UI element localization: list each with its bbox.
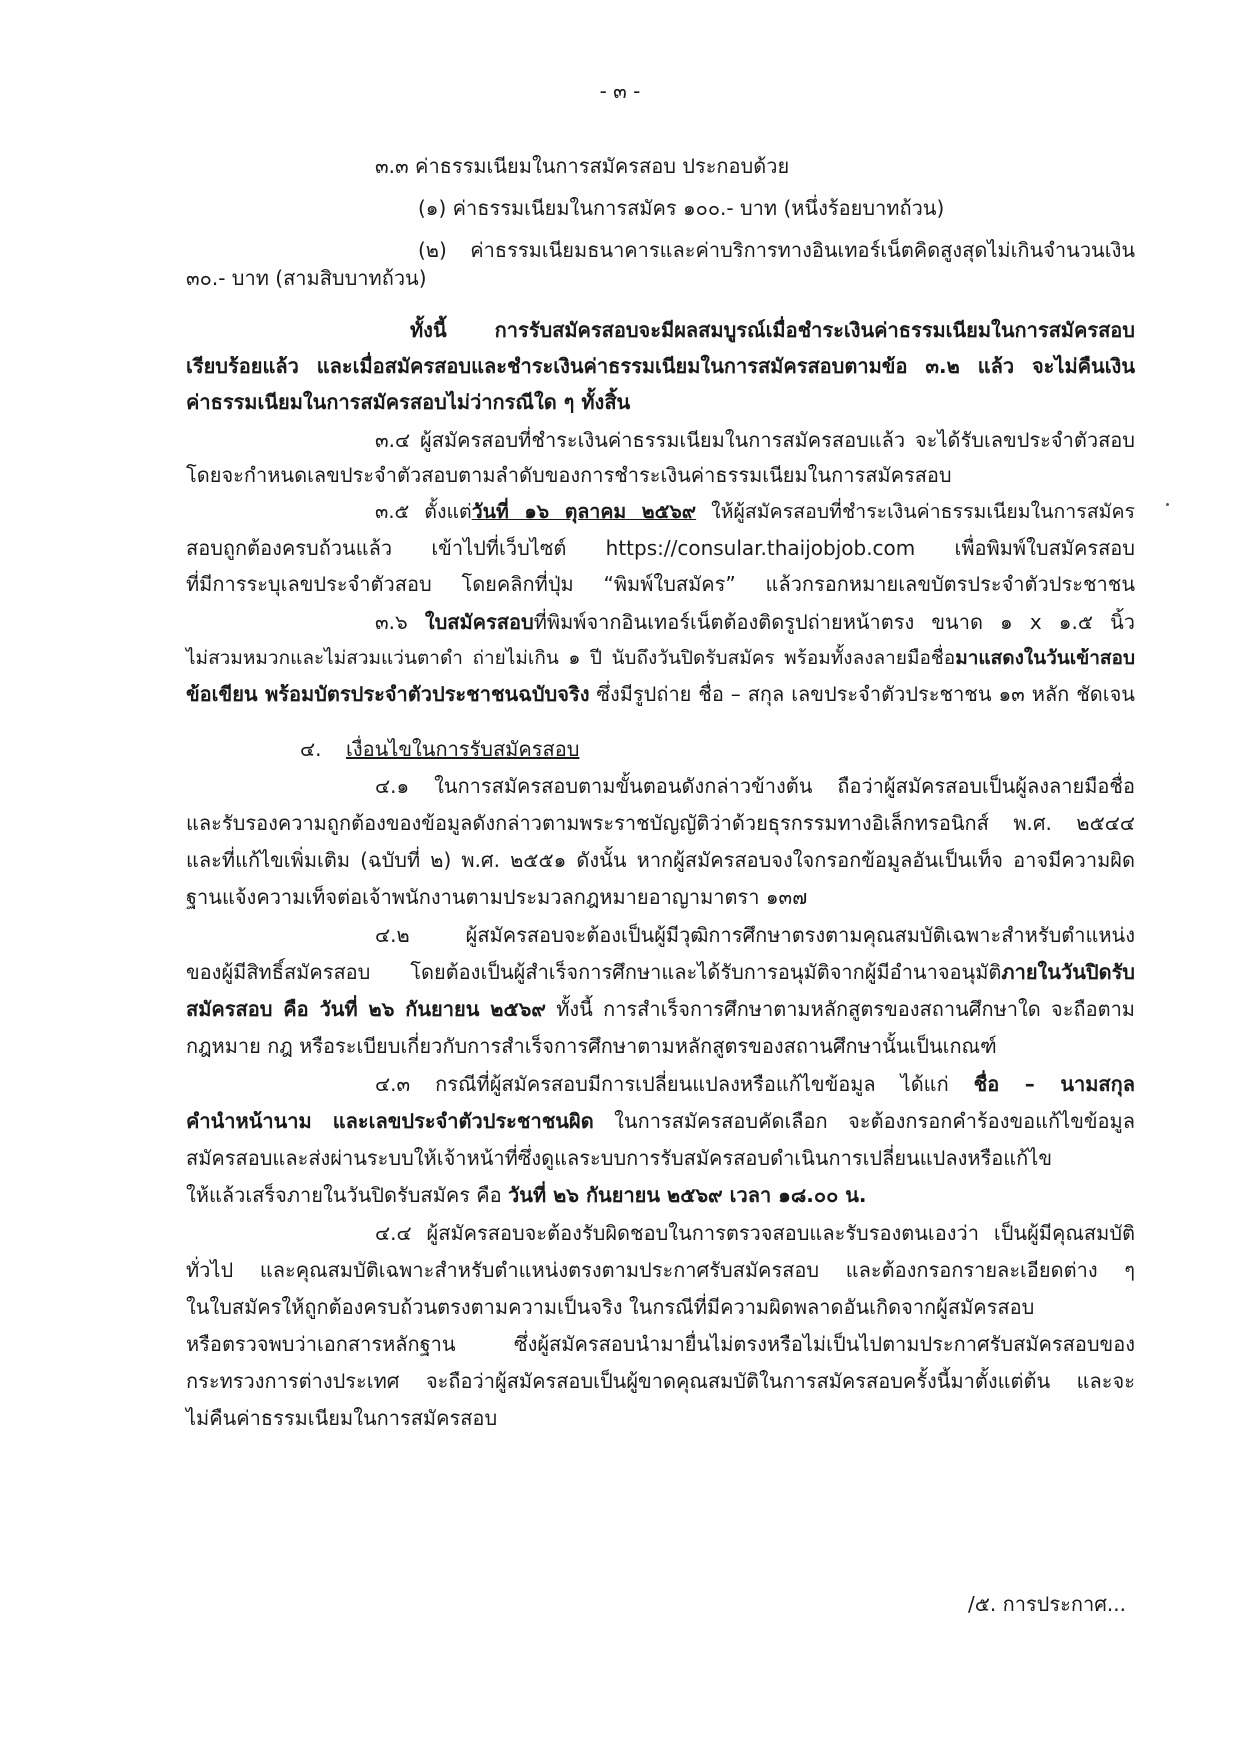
- section-3-6-line-2-a: ไม่สวมหมวกและไม่สวมแว่นตาดำ ถ่ายไม่เกิน ๑ ปี นับถึงวันปิดรับสมัคร พร้อมทั้งลงลายมือชื่อ: [186, 647, 956, 669]
- section-4-2-line-2-a: ของผู้มีสิทธิ์สมัครสอบ โดยต้องเป็นผู้สำเร็จการศึกษาและได้รับการอนุมัติจากผู้มีอำนาจอนุมัติ: [186, 960, 1002, 984]
- section-3-5-line-3: ที่มีการระบุเลขประจำตัวสอบ โดยคลิกที่ปุ่ม “พิมพ์ใบสมัคร” แล้วกรอกหมายเลขบัตรประจำตัวประชาชน: [186, 572, 1135, 596]
- stray-dot: [1166, 503, 1169, 506]
- section-4-4-line-5: กระทรวงการต่างประเทศ จะถือว่าผู้สมัครสอบเป็นผู้ขาดคุณสมบัติในการสมัครสอบครั้งนี้มาตั้งแต่ต้น และจะ: [186, 1369, 1135, 1393]
- section-4-num: ๔.: [300, 737, 322, 761]
- section-3-6-bold-1: ใบสมัครสอบ: [424, 610, 534, 634]
- section-3-6-line-3-a: ข้อเขียน พร้อมบัตรประจำตัวประชาชนฉบับจริง: [186, 682, 590, 706]
- section-3-6-line-3-b: ซึ่งมีรูปถ่าย ชื่อ – สกุล เลขประจำตัวประชาชน ๑๓ หลัก ชัดเจน: [589, 682, 1135, 706]
- section-3-5-date: วันที่ ๑๖ ตุลาคม ๒๕๖๙: [471, 500, 697, 523]
- section-4-4-line-2: ทั่วไป และคุณสมบัติเฉพาะสำหรับตำแหน่งตรงตามประกาศรับสมัครสอบ และต้องกรอกรายละเอียดต่าง ๆ: [186, 1258, 1135, 1282]
- section-3-4-line-1: ๓.๔ ผู้สมัครสอบที่ชำระเงินค่าธรรมเนียมในการสมัครสอบแล้ว จะได้รับเลขประจำตัวสอบ: [375, 428, 1135, 452]
- section-4-2-line-2: [186, 957, 1135, 987]
- section-3-6-line-3: [186, 679, 1135, 709]
- section-4-3-line-2-b: ในการสมัครสอบคัดเลือก จะต้องกรอกคำร้องขอแก้ไขข้อมูล: [593, 1109, 1135, 1133]
- section-3-3-item-2-line-2: ๓๐.- บาท (สามสิบบาทถ้วน): [186, 266, 427, 290]
- notice-line-2: เรียบร้อยแล้ว และเมื่อสมัครสอบและชำระเงินค่าธรรมเนียมในการสมัครสอบตามข้อ ๓.๒ แล้ว จะไม่คืนเงิน: [186, 354, 1135, 378]
- section-3-3-item-1: (๑) ค่าธรรมเนียมในการสมัคร ๑๐๐.- บาท (หนึ่งร้อยบาทถ้วน): [418, 196, 945, 220]
- section-4-3-line-3: สมัครสอบและส่งผ่านระบบให้เจ้าหน้าที่ซึ่งดูแลระบบการรับสมัครสอบดำเนินการเปลี่ยนแปลงหรือแก้ไข: [186, 1146, 1053, 1170]
- section-4-title: [346, 734, 579, 764]
- section-3-6-line-2: [186, 643, 1135, 673]
- section-4-1-line-2: และรับรองความถูกต้องของข้อมูลดังกล่าวตามพระราชบัญญัติว่าด้วยธุรกรรมทางอิเล็กทรอนิกส์ พ.ศ. ๒๕๔๔: [186, 811, 1135, 835]
- section-4-2-line-3: [186, 994, 1135, 1024]
- section-3-4-line-2: โดยจะกำหนดเลขประจำตัวสอบตามลำดับของการชำระเงินค่าธรรมเนียมในการสมัครสอบ: [186, 463, 952, 487]
- section-4-4-line-1: ๔.๔ ผู้สมัครสอบจะต้องรับผิดชอบในการตรวจสอบและรับรองตนเองว่า เป็นผู้มีคุณสมบัติ: [375, 1221, 1135, 1245]
- section-4-3-line-1-a: ๔.๓ กรณีที่ผู้สมัครสอบมีการเปลี่ยนแปลงหรือแก้ไขข้อมูล ได้แก่: [375, 1072, 974, 1096]
- section-4-4-line-6: ไม่คืนค่าธรรมเนียมในการสมัครสอบ: [186, 1406, 498, 1430]
- notice-line-3: ค่าธรรมเนียมในการสมัครสอบไม่ว่ากรณีใด ๆ ทั้งสิ้น: [186, 390, 631, 414]
- section-4-1-line-1: ๔.๑ ในการสมัครสอบตามขั้นตอนดังกล่าวข้างต้น ถือว่าผู้สมัครสอบเป็นผู้ลงลายมือชื่อ: [375, 774, 1135, 798]
- section-4-3-line-2: [186, 1106, 1135, 1136]
- section-3-6-rest-1: ที่พิมพ์จากอินเทอร์เน็ตต้องติดรูปถ่ายหน้าตรง ขนาด ๑ x ๑.๕ นิ้ว: [533, 610, 1135, 634]
- section-4-3-line-1-b: ชื่อ – นามสกุล: [973, 1072, 1135, 1096]
- continuation-note: /๕. การประกาศ...: [968, 1592, 1126, 1616]
- section-4-3-line-4: [186, 1180, 867, 1210]
- section-3-5-line-2: สอบถูกต้องครบถ้วนแล้ว เข้าไปที่เว็บไซต์ https://consular.thaijobjob.com เพื่อพิมพ์ใบสมัครสอบ: [186, 536, 1135, 560]
- section-4-2-line-3-b: ทั้งนี้ การสำเร็จการศึกษาตามหลักสูตรของสถานศึกษาใด จะถือตาม: [545, 997, 1135, 1021]
- page-number: - ๓ -: [599, 79, 641, 103]
- section-4-1-line-3: และที่แก้ไขเพิ่มเติม (ฉบับที่ ๒) พ.ศ. ๒๕๕๑ ดังนั้น หากผู้สมัครสอบจงใจกรอกข้อมูลอันเป็นเท็จ อาจมีความผิด: [186, 848, 1135, 872]
- section-3-5-line-1: [375, 497, 1135, 527]
- section-4-2-line-4: กฎหมาย กฎ หรือระเบียบเกี่ยวกับการสำเร็จการศึกษาตามหลักสูตรของสถานศึกษานั้นเป็นเกณฑ์: [186, 1034, 997, 1058]
- section-4-2-line-1: ๔.๒ ผู้สมัครสอบจะต้องเป็นผู้มีวุฒิการศึกษาตรงตามคุณสมบัติเฉพาะสำหรับตำแหน่ง: [375, 923, 1135, 947]
- section-3-5-suffix: ให้ผู้สมัครสอบที่ชำระเงินค่าธรรมเนียมในการสมัคร: [696, 500, 1135, 523]
- notice-line-1: ทั้งนี้ การรับสมัครสอบจะมีผลสมบูรณ์เมื่อชำระเงินค่าธรรมเนียมในการสมัครสอบ: [410, 318, 1135, 342]
- section-3-6-num: ๓.๖: [375, 610, 425, 634]
- section-3-3-title: ๓.๓ ค่าธรรมเนียมในการสมัครสอบ ประกอบด้วย: [375, 154, 790, 178]
- section-4-title-text: เงื่อนไขในการรับสมัครสอบ: [346, 737, 580, 761]
- section-4-4-line-4: หรือตรวจพบว่าเอกสารหลักฐาน ซึ่งผู้สมัครสอบนำมายื่นไม่ตรงหรือไม่เป็นไปตามประกาศรับสมัครสอบของ: [186, 1332, 1135, 1356]
- section-3-3-item-2-line-1: (๒) ค่าธรรมเนียมธนาคารและค่าบริการทางอินเทอร์เน็ตคิดสูงสุดไม่เกินจำนวนเงิน: [418, 238, 1135, 262]
- section-4-3-line-2-a: คำนำหน้านาม และเลขประจำตัวประชาชนผิด: [186, 1109, 594, 1133]
- section-4-3-line-1: [375, 1069, 1135, 1099]
- section-4-3-line-4-b: วันที่ ๒๖ กันยายน ๒๕๖๙ เวลา ๑๘.๐๐ น.: [508, 1183, 867, 1207]
- section-3-6-line-1: [375, 607, 1135, 637]
- section-3-5-prefix: ๓.๕ ตั้งแต่: [375, 500, 472, 523]
- section-3-6-line-2-b: มาแสดงในวันเข้าสอบ: [955, 647, 1135, 669]
- section-4-2-line-2-b: ภายในวันปิดรับ: [1001, 960, 1135, 984]
- section-4-3-line-4-a: ให้แล้วเสร็จภายในวันปิดรับสมัคร คือ: [186, 1183, 509, 1207]
- section-4-2-line-3-a: สมัครสอบ คือ วันที่ ๒๖ กันยายน ๒๕๖๙: [186, 997, 546, 1021]
- section-4-4-line-3: ในใบสมัครให้ถูกต้องครบถ้วนตรงตามความเป็นจริง ในกรณีที่มีความผิดพลาดอันเกิดจากผู้สมัครสอบ: [186, 1295, 1035, 1319]
- section-4-1-line-4: ฐานแจ้งความเท็จต่อเจ้าพนักงานตามประมวลกฎหมายอาญามาตรา ๑๓๗: [186, 885, 808, 909]
